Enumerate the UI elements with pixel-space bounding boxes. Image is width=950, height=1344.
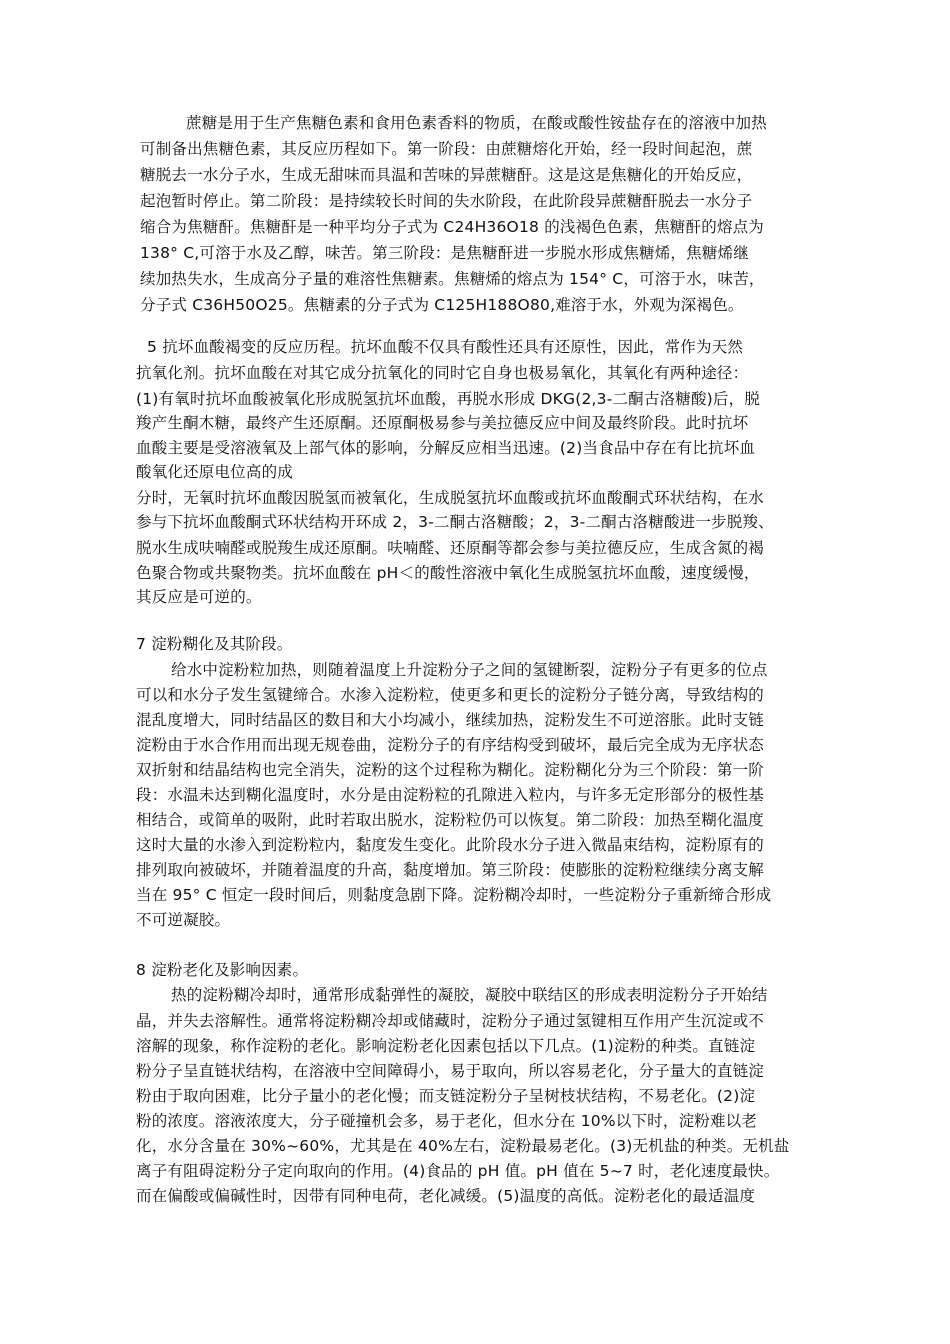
text-line: 化，水分含量在 30%~60%，尤其是在 40%左右，淀粉最易老化。(3)无机盐的种类。无机盐: [136, 1137, 790, 1155]
text-line: 其反应是可逆的。: [136, 588, 262, 606]
section-5-heading-line: 5 抗坏血酸褐变的反应历程。抗坏血酸不仅具有酸性还具有还原性，因此，常作为天然: [147, 338, 744, 356]
text-line: 晶，并失去溶解性。通常将淀粉糊冷却或储藏时，淀粉分子通过氢键相互作用产生沉淀或不: [136, 1012, 765, 1030]
text-line: 脱水生成呋喃醛或脱羧生成还原酮。呋喃醛、还原酮等都会参与美拉德反应，生成含氮的褐: [136, 539, 765, 557]
text-line: 段：水温未达到糊化温度时，水分是由淀粉粒的孔隙进入粒内，与许多无定形部分的极性基: [136, 786, 765, 804]
section-7-heading: 7 淀粉糊化及其阶段。: [136, 635, 293, 653]
text-line: 参与下抗坏血酸酮式环状结构开环成 2，3-二酮古洛糖酸；2，3-二酮古洛糖酸进一步脱羧、: [136, 513, 774, 531]
text-line: 色聚合物或共聚物类。抗坏血酸在 pH＜的酸性溶液中氧化生成脱氢抗坏血酸，速度缓慢，: [136, 564, 760, 582]
text-line: 抗氧化剂。抗坏血酸在对其它成分抗氧化的同时它自身也极易氧化，其氧化有两种途径：: [136, 364, 749, 382]
text-line: 这时大量的水渗入到淀粉粒内，黏度发生变化。此阶段水分子进入微晶束结构，淀粉原有的: [136, 836, 765, 854]
text-line: 排列取向被破坏，并随着温度的升高，黏度增加。第三阶段：使膨胀的淀粉粒继续分离支解: [136, 861, 765, 879]
text-line: 羧产生酮木糖，最终产生还原酮。还原酮极易参与美拉德反应中间及最终阶段。此时抗坏: [136, 414, 749, 432]
text-line: 蔗糖是用于生产焦糖色素和食用色素香料的物质，在酸或酸性铵盐存在的溶液中加热: [186, 114, 767, 132]
text-line: 138° C,可溶于水及乙醇，味苦。第三阶段：是焦糖酐进一步脱水形成焦糖烯，焦糖烯继: [140, 244, 749, 262]
text-line: 当在 95° C 恒定一段时间后，则黏度急剧下降。淀粉糊冷却时，一些淀粉分子重新缔合形成: [136, 886, 772, 904]
text-line: 热的淀粉糊冷却时，通常形成黏弹性的凝胶，凝胶中联结区的形成表明淀粉分子开始结: [171, 986, 768, 1004]
text-line: 不可逆凝胶。: [136, 911, 231, 929]
text-line: 可制备出焦糖色素，其反应历程如下。第一阶段：由蔗糖熔化开始，经一段时间起泡，蔗: [140, 140, 753, 158]
text-line: 粉由于取向困难，比分子量小的老化慢；而支链淀粉分子呈树枝状结构，不易老化。(2)淀: [136, 1087, 756, 1105]
text-line: 给水中淀粉粒加热，则随着温度上升淀粉分子之间的氢键断裂，淀粉分子有更多的位点: [171, 661, 768, 679]
text-line: 续加热失水，生成高分子量的难溶性焦糖素。焦糖烯的熔点为 154° C，可溶于水，味苦，: [140, 270, 765, 288]
text-line: 血酸主要是受溶液氧及上部气体的影响，分解反应相当迅速。(2)当食品中存在有比抗坏血: [136, 439, 756, 457]
text-line: 相结合，或简单的吸附，此时若取出脱水，淀粉粒仍可以恢复。第二阶段：加热至糊化温度: [136, 811, 765, 829]
text-line: 粉分子呈直链状结构，在溶液中空间障碍小，易于取向，所以容易老化，分子量大的直链淀: [136, 1062, 765, 1080]
text-line: 起泡暂时停止。第二阶段：是持续较长时间的失水阶段，在此阶段异蔗糖酐脱去一水分子: [140, 192, 753, 210]
text-line: 缩合为焦糖酐。焦糖酐是一种平均分子式为 C24H36O18 的浅褐色色素，焦糖酐的熔点为: [140, 218, 765, 236]
text-line: 粉的浓度。溶液浓度大，分子碰撞机会多，易于老化，但水分在 10%以下时，淀粉难以老: [136, 1112, 758, 1130]
text-line: 而在偏酸或偏碱性时，因带有同种电荷，老化减缓。(5)温度的高低。淀粉老化的最适温度: [136, 1187, 756, 1205]
text-line: 分时，无氧时抗坏血酸因脱氢而被氧化，生成脱氢抗坏血酸或抗坏血酸酮式环状结构，在水: [136, 489, 765, 507]
text-line: 可以和水分子发生氢键缔合。水渗入淀粉粒，使更多和更长的淀粉分子链分离，导致结构的: [136, 686, 765, 704]
text-line: 酸氧化还原电位高的成: [136, 463, 294, 481]
section-8-heading: 8 淀粉老化及影响因素。: [136, 961, 309, 979]
text-line: 分子式 C36H50O25。焦糖素的分子式为 C125H188O80,难溶于水，外观为深褐色。: [140, 296, 744, 314]
text-line: 溶解的现象，称作淀粉的老化。影响淀粉老化因素包括以下几点。(1)淀粉的种类。直链淀: [136, 1037, 756, 1055]
text-line: (1)有氧时抗坏血酸被氧化形成脱氢抗坏血酸，再脱水形成 DKG(2,3-二酮古洛糖酸)后，脱: [136, 390, 761, 408]
text-line: 离子有阻碍淀粉分子定向取向的作用。(4)食品的 pH 值。pH 值在 5~7 时，老化速度最快。: [136, 1162, 780, 1180]
text-line: 双折射和结晶结构也完全消失，淀粉的这个过程称为糊化。淀粉糊化分为三个阶段：第一阶: [136, 761, 765, 779]
text-line: 糖脱去一水分子水，生成无甜味而具温和苦味的异蔗糖酐。这是这是焦糖化的开始反应，: [140, 166, 753, 184]
text-line: 淀粉由于水合作用而出现无规卷曲，淀粉分子的有序结构受到破坏，最后完全成为无序状态: [136, 736, 765, 754]
text-line: 混乱度增大，同时结晶区的数目和大小均减小，继续加热，淀粉发生不可逆溶胀。此时支链: [136, 711, 765, 729]
